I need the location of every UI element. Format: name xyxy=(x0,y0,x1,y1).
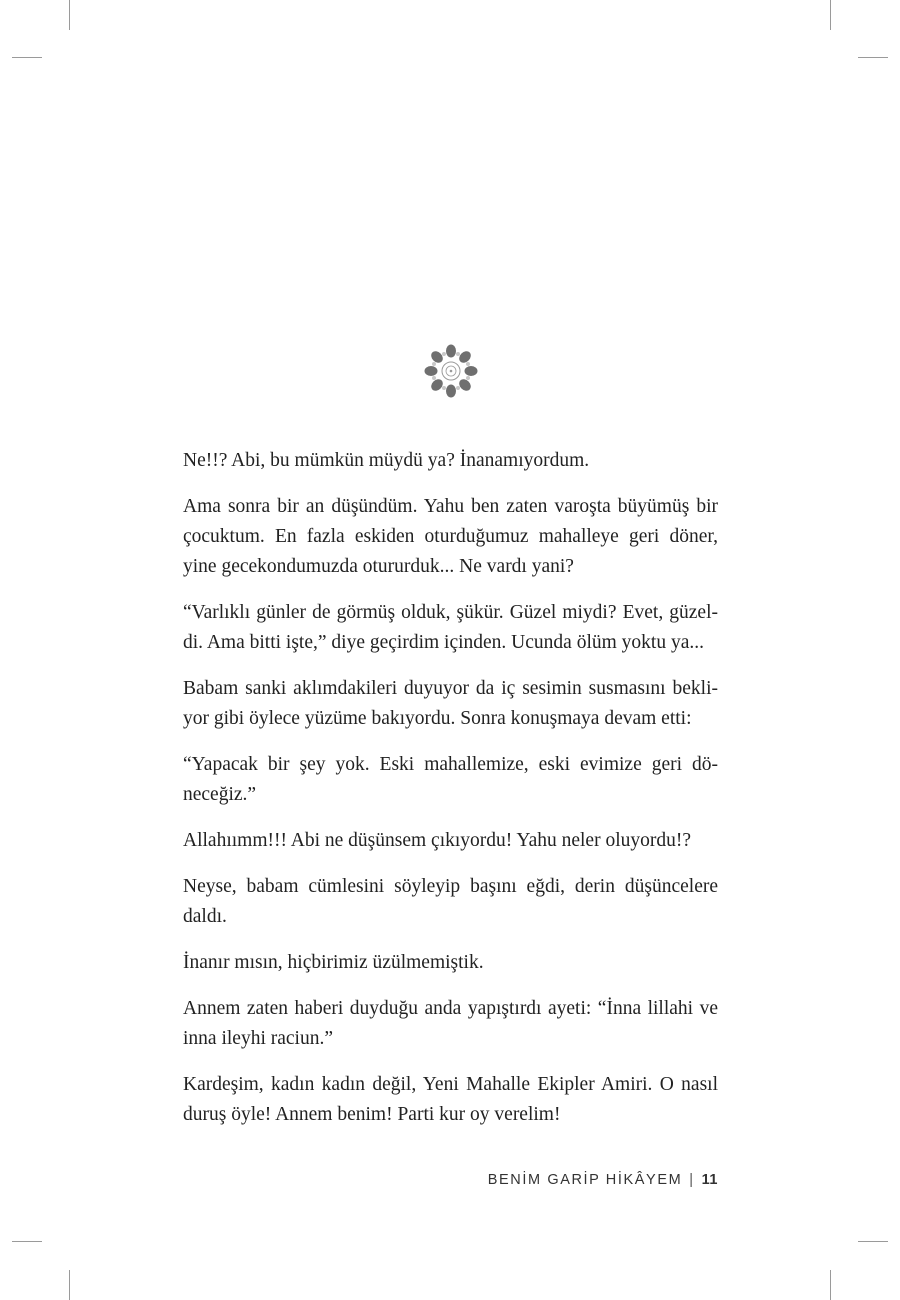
crop-mark-top-left-vertical xyxy=(69,0,70,30)
crop-mark-bottom-right-horizontal xyxy=(858,1241,888,1242)
body-text xyxy=(183,446,718,1146)
paragraph-3: “Varlıklı günler de görmüş olduk, şükür. Güzel miydi? Evet, güzeldi. Ama bitti işte,” diye geçirdim içinden. Ucunda ölüm yoktu ya... xyxy=(183,602,718,653)
floral-rosette-ornament-icon xyxy=(421,341,481,401)
paragraph-10: Kardeşim, kadın kadın değil, Yeni Mahalle Ekipler Amiri. O nasıl duruş öyle! Annem benim! Parti kur oy verelim! xyxy=(183,1074,718,1125)
running-footer xyxy=(488,1172,718,1188)
paragraph-4: Babam sanki aklımdakileri duyuyor da iç sesimin susmasını bekliyor gibi öylece yüzüme bakıyordu. Sonra konuşmaya devam etti: xyxy=(183,678,718,729)
book-title: BENİM GARİP HİKÂYEM xyxy=(487,1172,683,1188)
crop-mark-top-left-horizontal xyxy=(12,57,42,58)
paragraph-2: Ama sonra bir an düşündüm. Yahu ben zaten varoşta büyümüş bir çocuktum. En fazla eskiden oturduğumuz mahalleye geri döner, yine gecekondumuzda otururduk... Ne vardı yani? xyxy=(183,496,718,577)
crop-mark-bottom-right-vertical xyxy=(830,1270,831,1300)
crop-mark-bottom-left-vertical xyxy=(69,1270,70,1300)
crop-mark-bottom-left-horizontal xyxy=(12,1241,42,1242)
crop-mark-top-right-horizontal xyxy=(858,57,888,58)
crop-mark-top-right-vertical xyxy=(830,0,831,30)
paragraph-8: İnanır mısın, hiçbirimiz üzülmemiştik. xyxy=(183,952,484,973)
paragraph-5: “Yapacak bir şey yok. Eski mahallemize, eski evimize geri döneceğiz.” xyxy=(183,754,718,805)
paragraph-9: Annem zaten haberi duyduğu anda yapıştırdı ayeti: “İnna lillahi ve inna ileyhi raciun.” xyxy=(183,998,718,1049)
paragraph-1: Ne!!? Abi, bu mümkün müydü ya? İnanamıyordum. xyxy=(183,450,590,471)
page-number: 11 xyxy=(701,1172,718,1188)
paragraph-6: Allahıımm!!! Abi ne düşünsem çıkıyordu! Yahu neler oluyordu!? xyxy=(183,830,691,851)
paragraph-7: Neyse, babam cümlesini söyleyip başını eğdi, derin düşüncelere daldı. xyxy=(183,876,718,927)
footer-separator: | xyxy=(689,1172,695,1188)
